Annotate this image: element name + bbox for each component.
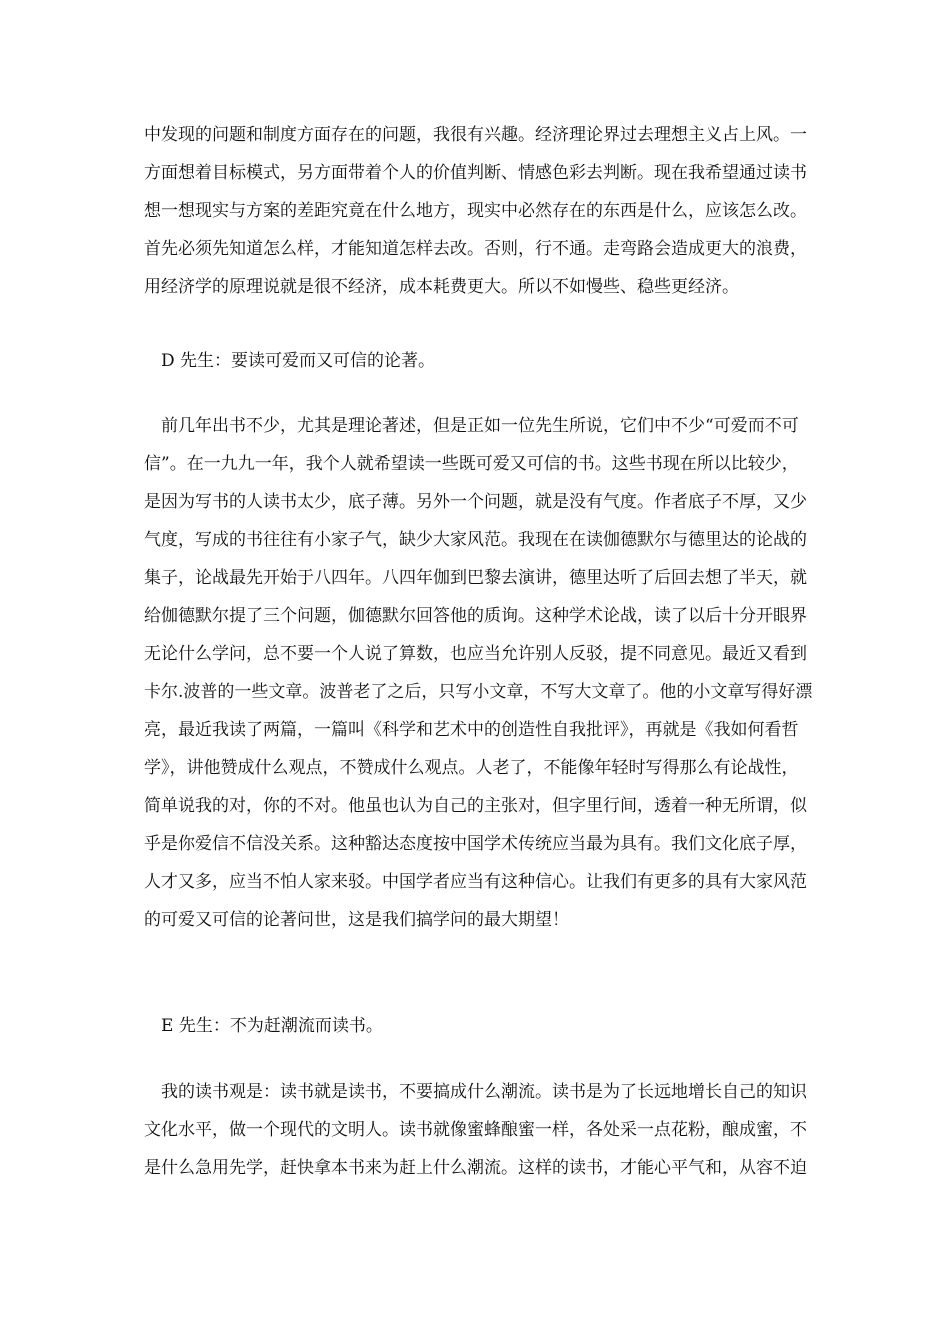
text-line: 乎是你爱信不信没关系。这种豁达态度按中国学术传统应当最为具有。我们文化底子厚， — [144, 834, 807, 854]
text-line: 人才又多，应当不怕人家来驳。中国学者应当有这种信心。让我们有更多的具有大家风范 — [144, 872, 807, 892]
text-line: 方面想着目标模式，另方面带着个人的价值判断、情感色彩去判断。现在我希望通过读书 — [144, 163, 807, 183]
text-line: 信”。在一九九一年，我个人就希望读一些既可爱又可信的书。这些书现在所以比较少， — [144, 454, 799, 474]
text-line: 我的读书观是：读书就是读书，不要搞成什么潮流。读书是为了长远地增长自己的知识 — [161, 1082, 807, 1102]
text-line: 无论什么学问，总不要一个人说了算数，也应当允许别人反驳，提不同意见。最近又看到 — [144, 644, 807, 664]
text-line: 亮，最近我读了两篇，一篇叫《科学和艺术中的创造性自我批评》，再就是《我如何看哲 — [144, 720, 799, 740]
text-line: 的可爱又可信的论著问世，这是我们搞学问的最大期望！ — [144, 910, 569, 930]
text-line: 集子，论战最先开始于八四年。八四年伽到巴黎去演讲，德里达听了后回去想了半天，就 — [144, 568, 807, 588]
text-line: 是因为写书的人读书太少，底子薄。另外一个问题，就是没有气度。作者底子不厚，又少 — [144, 492, 807, 512]
paragraph-not-trend — [144, 1073, 806, 1187]
text-line: 文化水平，做一个现代的文明人。读书就像蜜蜂酿蜜一样，各处采一点花粉，酿成蜜，不 — [144, 1120, 807, 1140]
speaker-e-heading: E 先生：不为赶潮流而读书。 — [161, 1016, 383, 1036]
text-line: 前几年出书不少，尤其是理论著述，但是正如一位先生所说，它们中不少“可爱而不可 — [161, 416, 799, 436]
text-line: 中发现的问题和制度方面存在的问题，我很有兴趣。经济理论界过去理想主义占上风。一 — [144, 125, 807, 145]
paragraph-economics — [144, 116, 806, 306]
text-line: 气度，写成的书往往有小家子气，缺少大家风范。我现在在读伽德默尔与德里达的论战的 — [144, 530, 807, 550]
text-line: 是什么急用先学，赶快拿本书来为赶上什么潮流。这样的读书，才能心平气和，从容不迫 — [144, 1158, 807, 1178]
text-line: 卡尔.波普的一些文章。波普老了之后，只写小文章，不写大文章了。他的小文章写得好漂 — [144, 682, 813, 702]
text-line: 想一想现实与方案的差距究竟在什么地方，现实中必然存在的东西是什么，应该怎么改。 — [144, 201, 807, 221]
speaker-d-heading: D 先生：要读可爱而又可信的论著。 — [161, 351, 436, 371]
paragraph-lovable-credible — [144, 407, 813, 939]
text-line: 首先必须先知道怎么样，才能知道怎样去改。否则，行不通。走弯路会造成更大的浪费， — [144, 239, 807, 259]
text-line: 学》，讲他赞成什么观点，不赞成什么观点。人老了，不能像年轻时写得那么有论战性， — [144, 758, 799, 778]
text-line: 简单说我的对，你的不对。他虽也认为自己的主张对，但字里行间，透着一种无所谓，似 — [144, 796, 807, 816]
text-line: 用经济学的原理说就是很不经济，成本耗费更大。所以不如慢些、稳些更经济。 — [144, 277, 739, 297]
text-line: 给伽德默尔提了三个问题，伽德默尔回答他的质询。这种学术论战，读了以后十分开眼界 — [144, 606, 807, 626]
